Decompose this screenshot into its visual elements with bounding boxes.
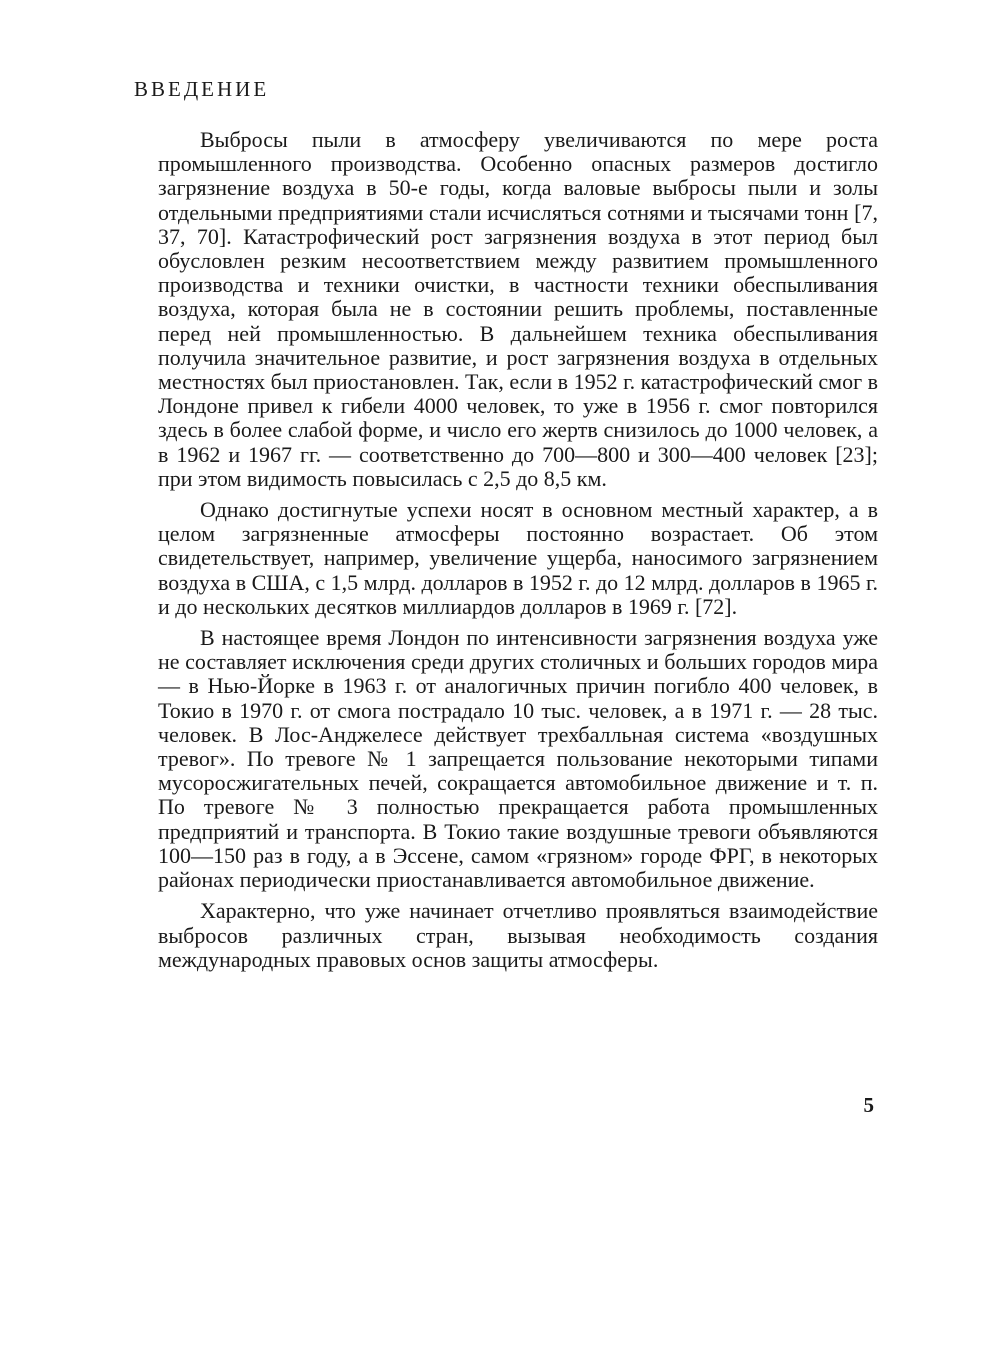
body-text [158, 128, 878, 979]
page-number: 5 [863, 1093, 874, 1117]
paragraph-4: Характерно, что уже начинает отчетливо проявляться взаимодействие выбросов различных стран, вызывая необходимость создания международных правовых основ защиты атмосферы. [158, 898, 878, 972]
paragraph-1: Выбросы пыли в атмосферу увеличиваются по мере роста промышленного производства. Особенно опасных размеров достигло загрязнение воздуха в 50-е годы, когда валовые выбросы пыли и золы отдельными предприятиями стали исчисляться сотнями и тысячами тонн [7, 37, 70]. Катастрофический рост загрязнения воздуха в этот период был обусловлен резким несоответствием между развитием промышленного производства и техники очистки, в частности техники обеспыливания воздуха, которая была не в состоянии решить проблемы, поставленные перед ней промышленностью. В дальнейшем техника обеспыливания получила значительное развитие, и рост загрязнения воздуха в отдельных местностях был приостановлен. Так, если в 1952 г. катастрофический смог в Лондоне привел к гибели 4000 человек, то уже в 1956 г. смог повторился здесь в более слабой форме, и число его жертв снизилось до 1000 человек, а в 1962 и 1967 гг. — соответственно до 700—800 и 300—400 человек [23]; при этом видимость повысилась с 2,5 до 8,5 км. [158, 127, 878, 491]
section-heading: ВВЕДЕНИЕ [134, 77, 270, 101]
paragraph-2: Однако достигнутые успехи носят в основном местный характер, а в целом загрязненные атмосферы постоянно возрастает. Об этом свидетельствует, например, увеличение ущерба, наносимого загрязнением воздуха в США, с 1,5 млрд. долларов в 1952 г. до 12 млрд. долларов в 1965 г. и до нескольких десятков миллиардов долларов в 1969 г. [72]. [158, 497, 878, 619]
paragraph-3: В настоящее время Лондон по интенсивности загрязнения воздуха уже не составляет исключения среди других столичных и больших городов мира — в Нью-Йорке в 1963 г. от аналогичных причин погибло 400 человек, в Токио в 1970 г. от смога пострадало 10 тыс. человек, а в 1971 г. — 28 тыс. человек. В Лос-Анджелесе действует трехбалльная система «воздушных тревог». По тревоге № 1 запрещается пользование некоторыми типами мусоросжигательных печей, сокращается автомобильное движение и т. п. По тревоге № 3 полностью прекращается работа промышленных предприятий и транспорта. В Токио такие воздушные тревоги объявляются 100—150 раз в году, а в Эссене, самом «грязном» городе ФРГ, в некоторых районах периодически приостанавливается автомобильное движение. [158, 625, 878, 893]
